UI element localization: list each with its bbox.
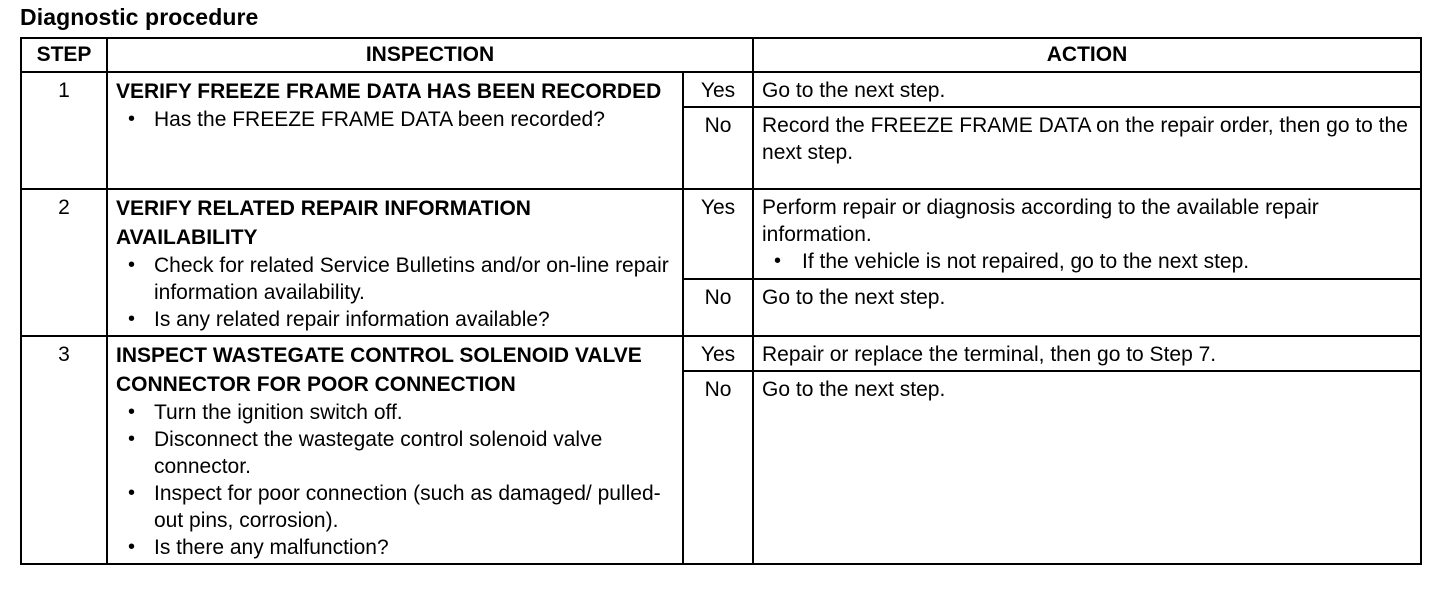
inspection-title: VERIFY RELATED REPAIR INFORMATION AVAILABILITY [116, 197, 531, 249]
inspection-bullet: • Turn the ignition switch off. [126, 399, 676, 426]
step-number: 2 [21, 189, 107, 336]
inspection-bullet: • Check for related Service Bulletins and/or on-line repair information availability. [126, 252, 676, 306]
inspection-cell [107, 336, 683, 564]
inspection-title: VERIFY FREEZE FRAME DATA HAS BEEN RECORDED [116, 80, 662, 103]
inspection-bullet: • Is there any malfunction? [126, 534, 676, 561]
yes-action: Go to the next step. [753, 72, 1421, 107]
table-row [21, 72, 1421, 107]
no-label: No [683, 107, 753, 189]
yes-action-cell [753, 189, 1421, 279]
inspection-bullet: • Inspect for poor connection (such as damaged/ pulled-out pins, corrosion). [126, 480, 676, 534]
table-row [21, 189, 1421, 279]
yes-action: Repair or replace the terminal, then go to Step 7. [753, 336, 1421, 371]
page-title: Diagnostic procedure [20, 4, 259, 30]
step-column-header: STEP [21, 38, 107, 72]
no-label: No [683, 279, 753, 336]
inspection-cell [107, 189, 683, 336]
step-number: 3 [21, 336, 107, 564]
no-action: Go to the next step. [753, 279, 1421, 336]
table-row [21, 336, 1421, 371]
yes-label: Yes [683, 72, 753, 107]
yes-action: Perform repair or diagnosis according to the available repair information. [762, 196, 1319, 246]
no-action: Record the FREEZE FRAME DATA on the repair order, then go to the next step. [753, 107, 1421, 189]
table-header-row [21, 38, 1421, 72]
inspection-column-header: INSPECTION [107, 38, 753, 72]
step-number: 1 [21, 72, 107, 189]
inspection-bullet: • Disconnect the wastegate control solenoid valve connector. [126, 426, 676, 480]
inspection-cell [107, 72, 683, 189]
yes-label: Yes [683, 189, 753, 279]
diagnostic-procedure-table [20, 37, 1422, 565]
action-column-header: ACTION [753, 38, 1421, 72]
inspection-bullet: • Is any related repair information available? [126, 306, 676, 333]
inspection-bullet: • Has the FREEZE FRAME DATA been recorded? [126, 106, 676, 133]
yes-label: Yes [683, 336, 753, 371]
inspection-title: INSPECT WASTEGATE CONTROL SOLENOID VALVE CONNECTOR FOR POOR CONNECTION [116, 344, 642, 396]
action-bullet: • If the vehicle is not repaired, go to the next step. [772, 248, 1414, 275]
no-label: No [683, 371, 753, 564]
no-action: Go to the next step. [753, 371, 1421, 564]
